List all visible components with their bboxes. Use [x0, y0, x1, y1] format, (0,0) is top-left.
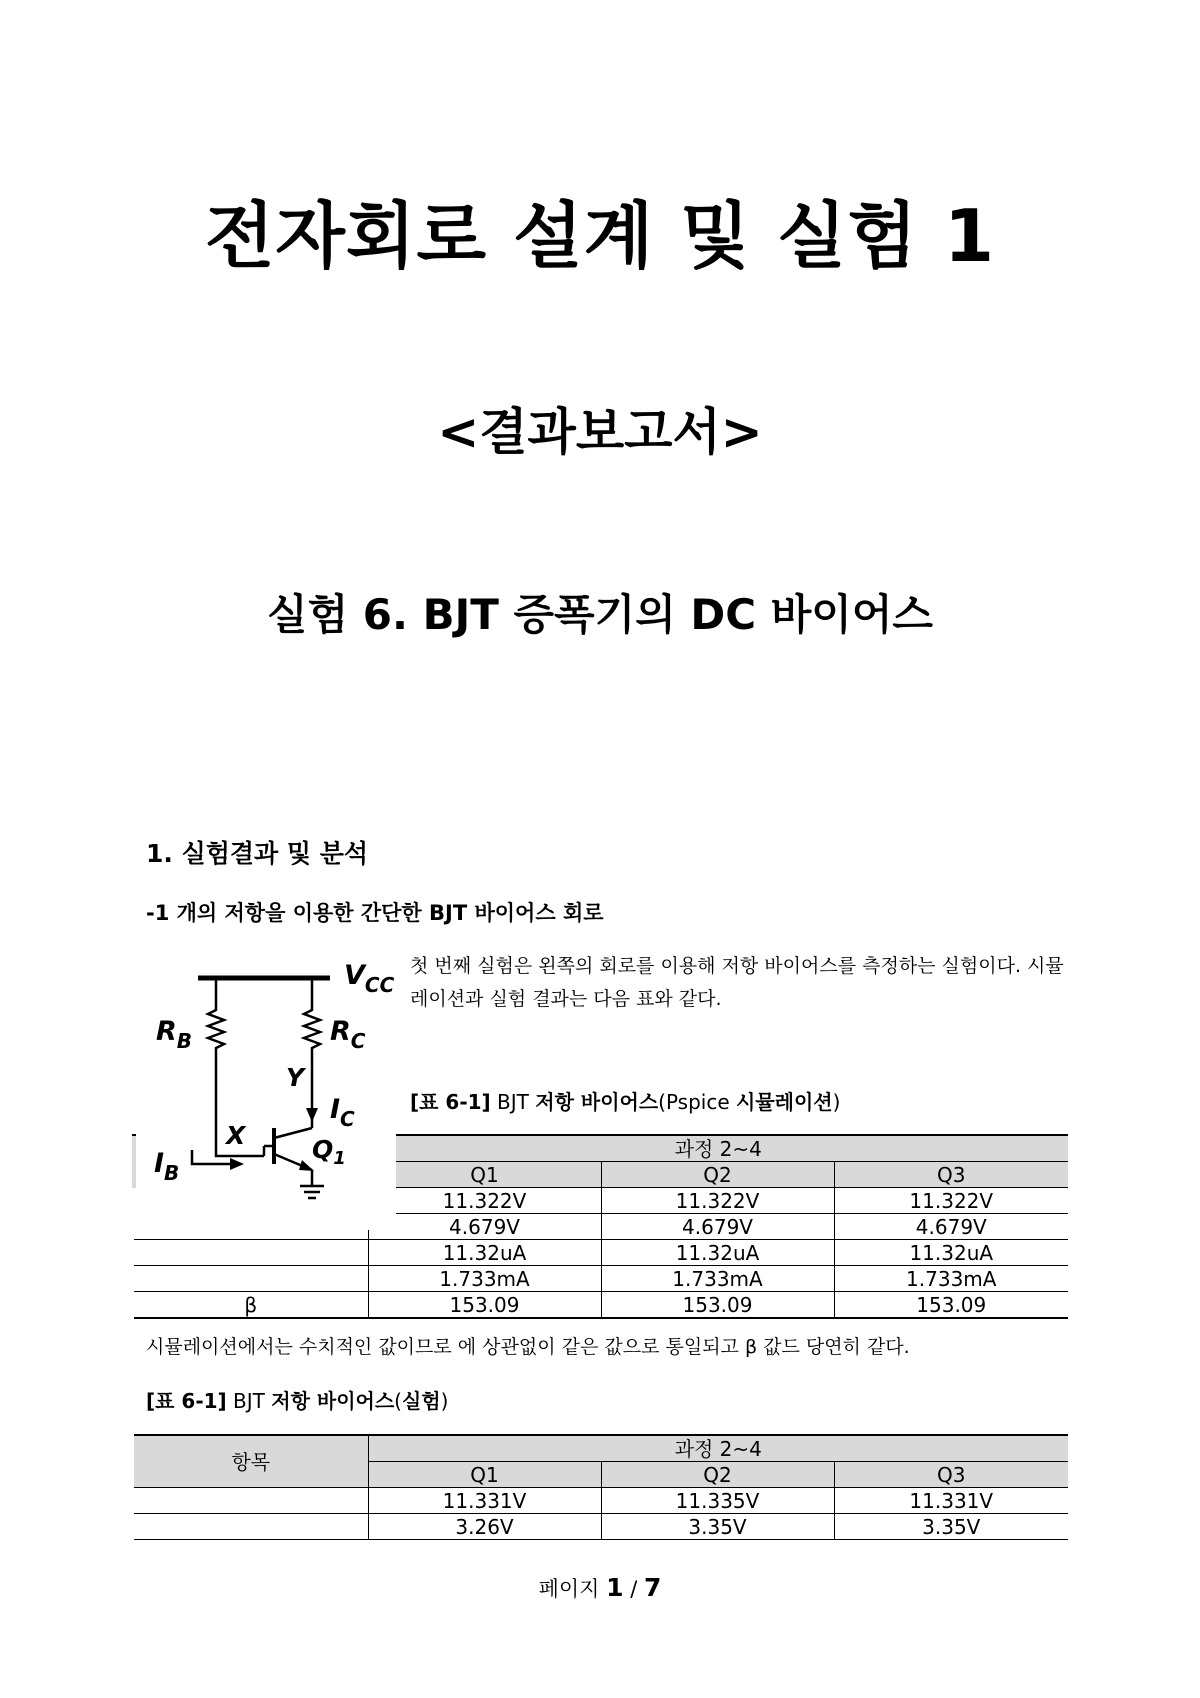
table-cell: 1.733mA	[601, 1266, 834, 1292]
table-cell: 11.322V	[368, 1188, 601, 1214]
table2-caption-title: 저항 바이어스	[271, 1389, 395, 1413]
table-row	[134, 1292, 1068, 1319]
table1-col-q3: Q3	[834, 1162, 1068, 1188]
table1-caption-title: 저항 바이어스	[535, 1090, 659, 1114]
intro-paragraph: 첫 번째 실험은 왼쪽의 회로를 이용해 저항 바이어스를 측정하는 실험이다. 시뮬레이션과 실험 결과는 다음 표와 같다.	[410, 955, 1064, 1010]
table-cell: 153.09	[601, 1292, 834, 1319]
table1-caption-close: )	[832, 1090, 841, 1114]
table-cell: 11.335V	[601, 1488, 834, 1514]
table2-group-row	[134, 1435, 1068, 1462]
ib-label: $I_B$	[154, 1148, 180, 1185]
table-row	[134, 1488, 1068, 1514]
table-cell: 153.09	[834, 1292, 1068, 1319]
table2-caption-open: (	[394, 1389, 402, 1413]
table2-row-header: 항목	[134, 1435, 368, 1488]
row-label: β	[134, 1292, 368, 1319]
vcc-label: $V_{CC}$	[344, 960, 395, 997]
table-cell: 3.35V	[601, 1514, 834, 1540]
bjt-bias-circuit	[134, 950, 396, 1230]
table-cell: 4.679V	[601, 1214, 834, 1240]
page-separator: /	[623, 1577, 644, 1601]
section-subheading: -1 개의 저항을 이용한 간단한 BJT 바이어스 회로	[146, 901, 604, 925]
page-total: 7	[643, 1573, 662, 1602]
table1-caption-bjt: BJT	[490, 1090, 536, 1114]
ic-label: $I_C$	[330, 1094, 355, 1131]
row-label	[134, 1266, 368, 1292]
table-cell: 11.32uA	[368, 1240, 601, 1266]
rb-label: $R_B$	[156, 1016, 193, 1053]
row-label	[134, 1514, 368, 1540]
table1-caption	[410, 1086, 840, 1115]
page-current: 1	[606, 1573, 624, 1602]
table-row	[134, 1266, 1068, 1292]
table2-caption-exp: 실험	[401, 1389, 441, 1413]
table-cell: 153.09	[368, 1292, 601, 1319]
table-row	[134, 1514, 1068, 1540]
table-row	[134, 1240, 1068, 1266]
table-cell: 4.679V	[368, 1214, 601, 1240]
table2-caption-bjt: BJT	[226, 1389, 272, 1413]
x-node-label: X	[226, 1121, 246, 1150]
row-label	[134, 1240, 368, 1266]
simulation-note: 시뮬레이션에서는 수치적인 값이므로 에 상관없이 같은 값으로 통일되고 β 값드 당연히 같다.	[146, 1336, 910, 1358]
table1-caption-open: (Pspice	[658, 1090, 736, 1114]
table2-experiment	[134, 1434, 1068, 1540]
table1-group-header: 과정 2~4	[368, 1135, 1068, 1162]
table2-caption-close: )	[440, 1389, 449, 1413]
table1-header-stub	[132, 1134, 136, 1188]
row-label	[134, 1488, 368, 1514]
page-label: 페이지	[538, 1577, 607, 1601]
rc-label: $R_C$	[330, 1016, 366, 1053]
table-cell: 11.32uA	[601, 1240, 834, 1266]
page-footer	[0, 1573, 1200, 1603]
table-cell: 3.26V	[368, 1514, 601, 1540]
table2-col-q1: Q1	[368, 1462, 601, 1488]
table-cell: 11.322V	[601, 1188, 834, 1214]
table1-caption-number: [표 6-1]	[410, 1090, 491, 1114]
table-cell: 1.733mA	[834, 1266, 1068, 1292]
table2-col-q3: Q3	[834, 1462, 1068, 1488]
table2-caption-number: [표 6-1]	[146, 1389, 227, 1413]
table-cell: 1.733mA	[368, 1266, 601, 1292]
table1-col-q1: Q1	[368, 1162, 601, 1188]
table-cell: 4.679V	[834, 1214, 1068, 1240]
q1-label: $Q_1$	[312, 1135, 346, 1169]
table-cell: 3.35V	[834, 1514, 1068, 1540]
table-cell: 11.322V	[834, 1188, 1068, 1214]
section-heading: 1. 실험결과 및 분석	[146, 839, 369, 868]
table2-group-header: 과정 2~4	[368, 1435, 1068, 1462]
table2-caption	[146, 1385, 448, 1414]
y-node-label: Y	[286, 1063, 305, 1092]
experiment-title: 실험 6. BJT 증폭기의 DC 바이어스	[267, 590, 933, 639]
table1-col-q2: Q2	[601, 1162, 834, 1188]
table-cell: 11.331V	[368, 1488, 601, 1514]
table-cell: 11.331V	[834, 1488, 1068, 1514]
table2-col-q2: Q2	[601, 1462, 834, 1488]
table-cell: 11.32uA	[834, 1240, 1068, 1266]
table1-caption-sim: 시뮬레이션	[736, 1090, 833, 1114]
document-subtitle: <결과보고서>	[437, 403, 763, 461]
document-title: 전자회로 설계 및 실험 1	[204, 194, 996, 278]
